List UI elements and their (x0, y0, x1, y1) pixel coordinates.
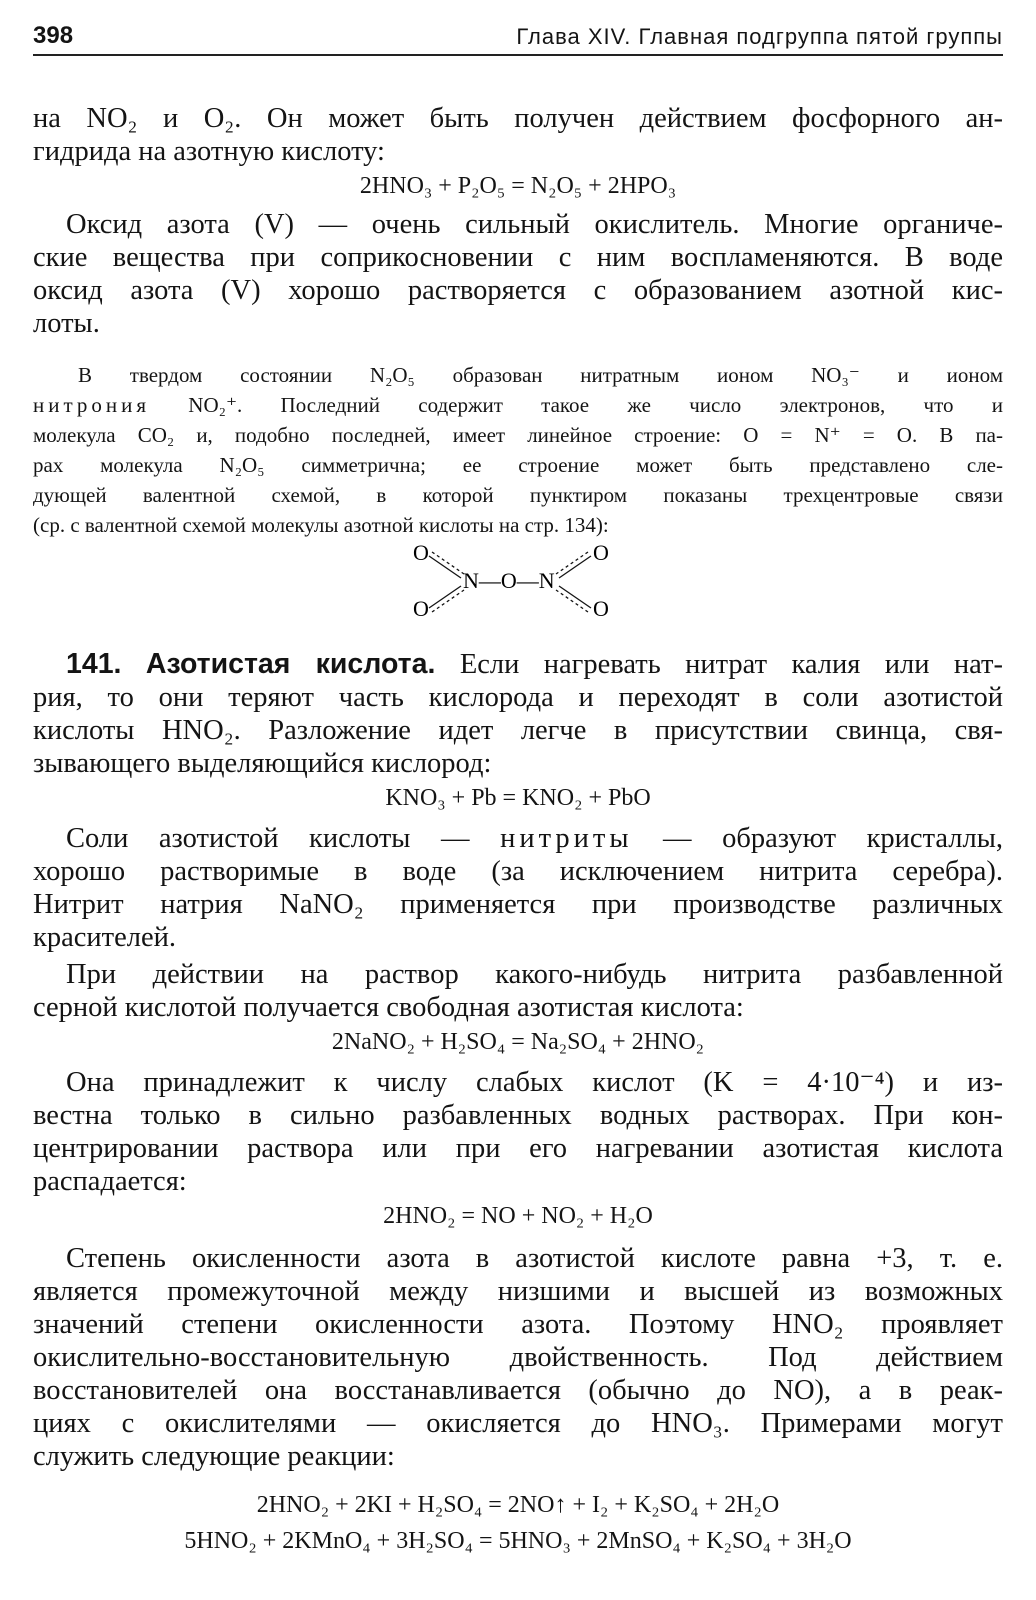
text-line: Она принадлежит к числу слабых кислот (K = 4·10⁻⁴) и из- (66, 1067, 1003, 1098)
paragraph-nitrites (33, 822, 1003, 954)
text-line: циях с окислителями — окисляется до HNO₃. Примерами могут (33, 1408, 1003, 1439)
text-line: дующей валентной схемой, в которой пунктиром показаны трехцентровые связи (33, 483, 1003, 507)
text-line: оксид азота (V) хорошо растворяется с образованием азотной кис- (33, 275, 1003, 306)
text-line: является промежуточной между низшими и высшей из возможных (33, 1276, 1003, 1307)
section-number: 141. (66, 648, 122, 680)
paragraph-intro (33, 102, 1003, 168)
running-head (33, 14, 1003, 56)
equation-nano2: 2NaNO₂ + H₂SO₄ = Na₂SO₄ + 2HNO₂ (331, 1029, 705, 1055)
text-line: зывающего выделяющийся кислород: (33, 748, 492, 779)
text-line: кислоты HNO₂. Разложение идет легче в присутствии свинца, свя- (33, 715, 1003, 746)
equation-decomposition: 2HNO₂ = NO + NO₂ + H₂O (383, 1203, 653, 1229)
text-line: хорошо растворимые в воде (за исключением нитрита серебра). (33, 856, 1003, 887)
bond-line (559, 556, 591, 578)
text-line: ские вещества при соприкосновении с ним воспламеняются. В воде (33, 242, 1003, 273)
text-line: гидрида на азотную кислоту: (33, 136, 385, 167)
text-line: серной кислотой получается свободная азотистая кислота: (33, 992, 744, 1023)
text-line: служить следующие реакции: (33, 1441, 395, 1472)
section-heading-line: 141. Азотистая кислота. Если нагревать нитрат калия или нат- (66, 648, 1003, 680)
section-title: Азотистая кислота. (145, 648, 436, 680)
oxygen-bottom-right: O (593, 596, 609, 621)
equation-n2o5: 2HNO₃ + P₂O₅ = N₂O₅ + 2HPO₃ (359, 173, 677, 199)
text-line: молекула CO₂ и, подобно последней, имеет линейное строение: O = N⁺ = O. В па- (33, 423, 1003, 447)
paragraph-oxidation-state (33, 1242, 1003, 1473)
paragraph-free-acid (33, 958, 1003, 1024)
text-line: рах молекула N₂O₅ симметрична; ее строение может быть представлено сле- (33, 453, 1003, 477)
text-line: нитрония NO₂⁺. Последний содержит такое же число электронов, что и (33, 393, 1003, 417)
text-line: значений степени окисленности азота. Поэтому HNO₂ проявляет (33, 1309, 1003, 1340)
chapter-title: Глава XIV. Главная подгруппа пятой группы (516, 24, 1003, 49)
text-line: (ср. с валентной схемой молекулы азотной кислоты на стр. 134): (33, 513, 609, 537)
text-line: на NO₂ и O₂. Он может быть получен действием фосфорного ан- (33, 103, 1003, 134)
text-line: окислительно-восстановительную двойственность. Под действием (33, 1342, 1003, 1373)
equation-ki: 2HNO₂ + 2KI + H₂SO₄ = 2NO↑ + I₂ + K₂SO₄ + 2H₂O (256, 1492, 780, 1518)
text-line: В твердом состоянии N₂O₅ образован нитратным ионом NO₃⁻ и ионом (78, 363, 1003, 387)
book-page (33, 14, 1003, 1559)
text-line: Соли азотистой кислоты — нитриты — образуют кристаллы, (66, 823, 1003, 854)
bond-dashed (432, 552, 464, 574)
equation-kmno4: 5HNO₂ + 2KMnO₄ + 3H₂SO₄ = 5HNO₃ + 2MnSO₄ + K₂SO₄ + 3H₂O (184, 1528, 852, 1554)
bond-line (429, 586, 461, 608)
text-line: восстановителей она восстанавливается (обычно до NO), а в реак- (33, 1375, 1003, 1406)
text-line: Нитрит натрия NaNO₂ применяется при производстве различных (33, 889, 1003, 920)
page-number: 398 (33, 22, 74, 49)
spaced-term: нитриты (500, 823, 633, 854)
text-line: лоты. (33, 308, 100, 339)
bond-line (559, 586, 591, 608)
text-line: красителей. (33, 922, 177, 953)
text-line: вестна только в сильно разбавленных водных растворах. При кон- (33, 1100, 1003, 1131)
bond-dashed (556, 590, 588, 612)
section-141 (33, 648, 1003, 780)
small-print-note (33, 360, 1003, 540)
oxygen-bottom-left: O (413, 596, 429, 621)
bond-dashed (556, 552, 588, 574)
n2o5-valence-diagram (33, 540, 1003, 632)
equation-kno3: KNO₃ + Pb = KNO₂ + PbO (385, 785, 651, 811)
text-line: При действии на раствор какого-нибудь нитрита разбавленной (66, 959, 1003, 990)
bond-dashed (432, 590, 464, 612)
nitrogen-oxygen-chain: N—O—N (463, 568, 555, 593)
spaced-term: нитрония (33, 393, 151, 417)
oxygen-top-left: O (413, 542, 429, 565)
text-line: Оксид азота (V) — очень сильный окислитель. Многие органиче- (66, 209, 1003, 240)
bond-line (429, 556, 461, 578)
text-line: Степень окисленности азота в азотистой кислоте равна +3, т. е. (66, 1243, 1003, 1274)
text-line: рия, то они теряют часть кислорода и переходят в соли азотистой (33, 682, 1003, 713)
paragraph-oxide-properties (33, 208, 1003, 340)
paragraph-weak-acid (33, 1066, 1003, 1198)
text-line: центрировании раствора или при его нагревании азотистая кислота (33, 1133, 1003, 1164)
text-line: распадается: (33, 1166, 187, 1197)
oxygen-top-right: O (593, 542, 609, 565)
